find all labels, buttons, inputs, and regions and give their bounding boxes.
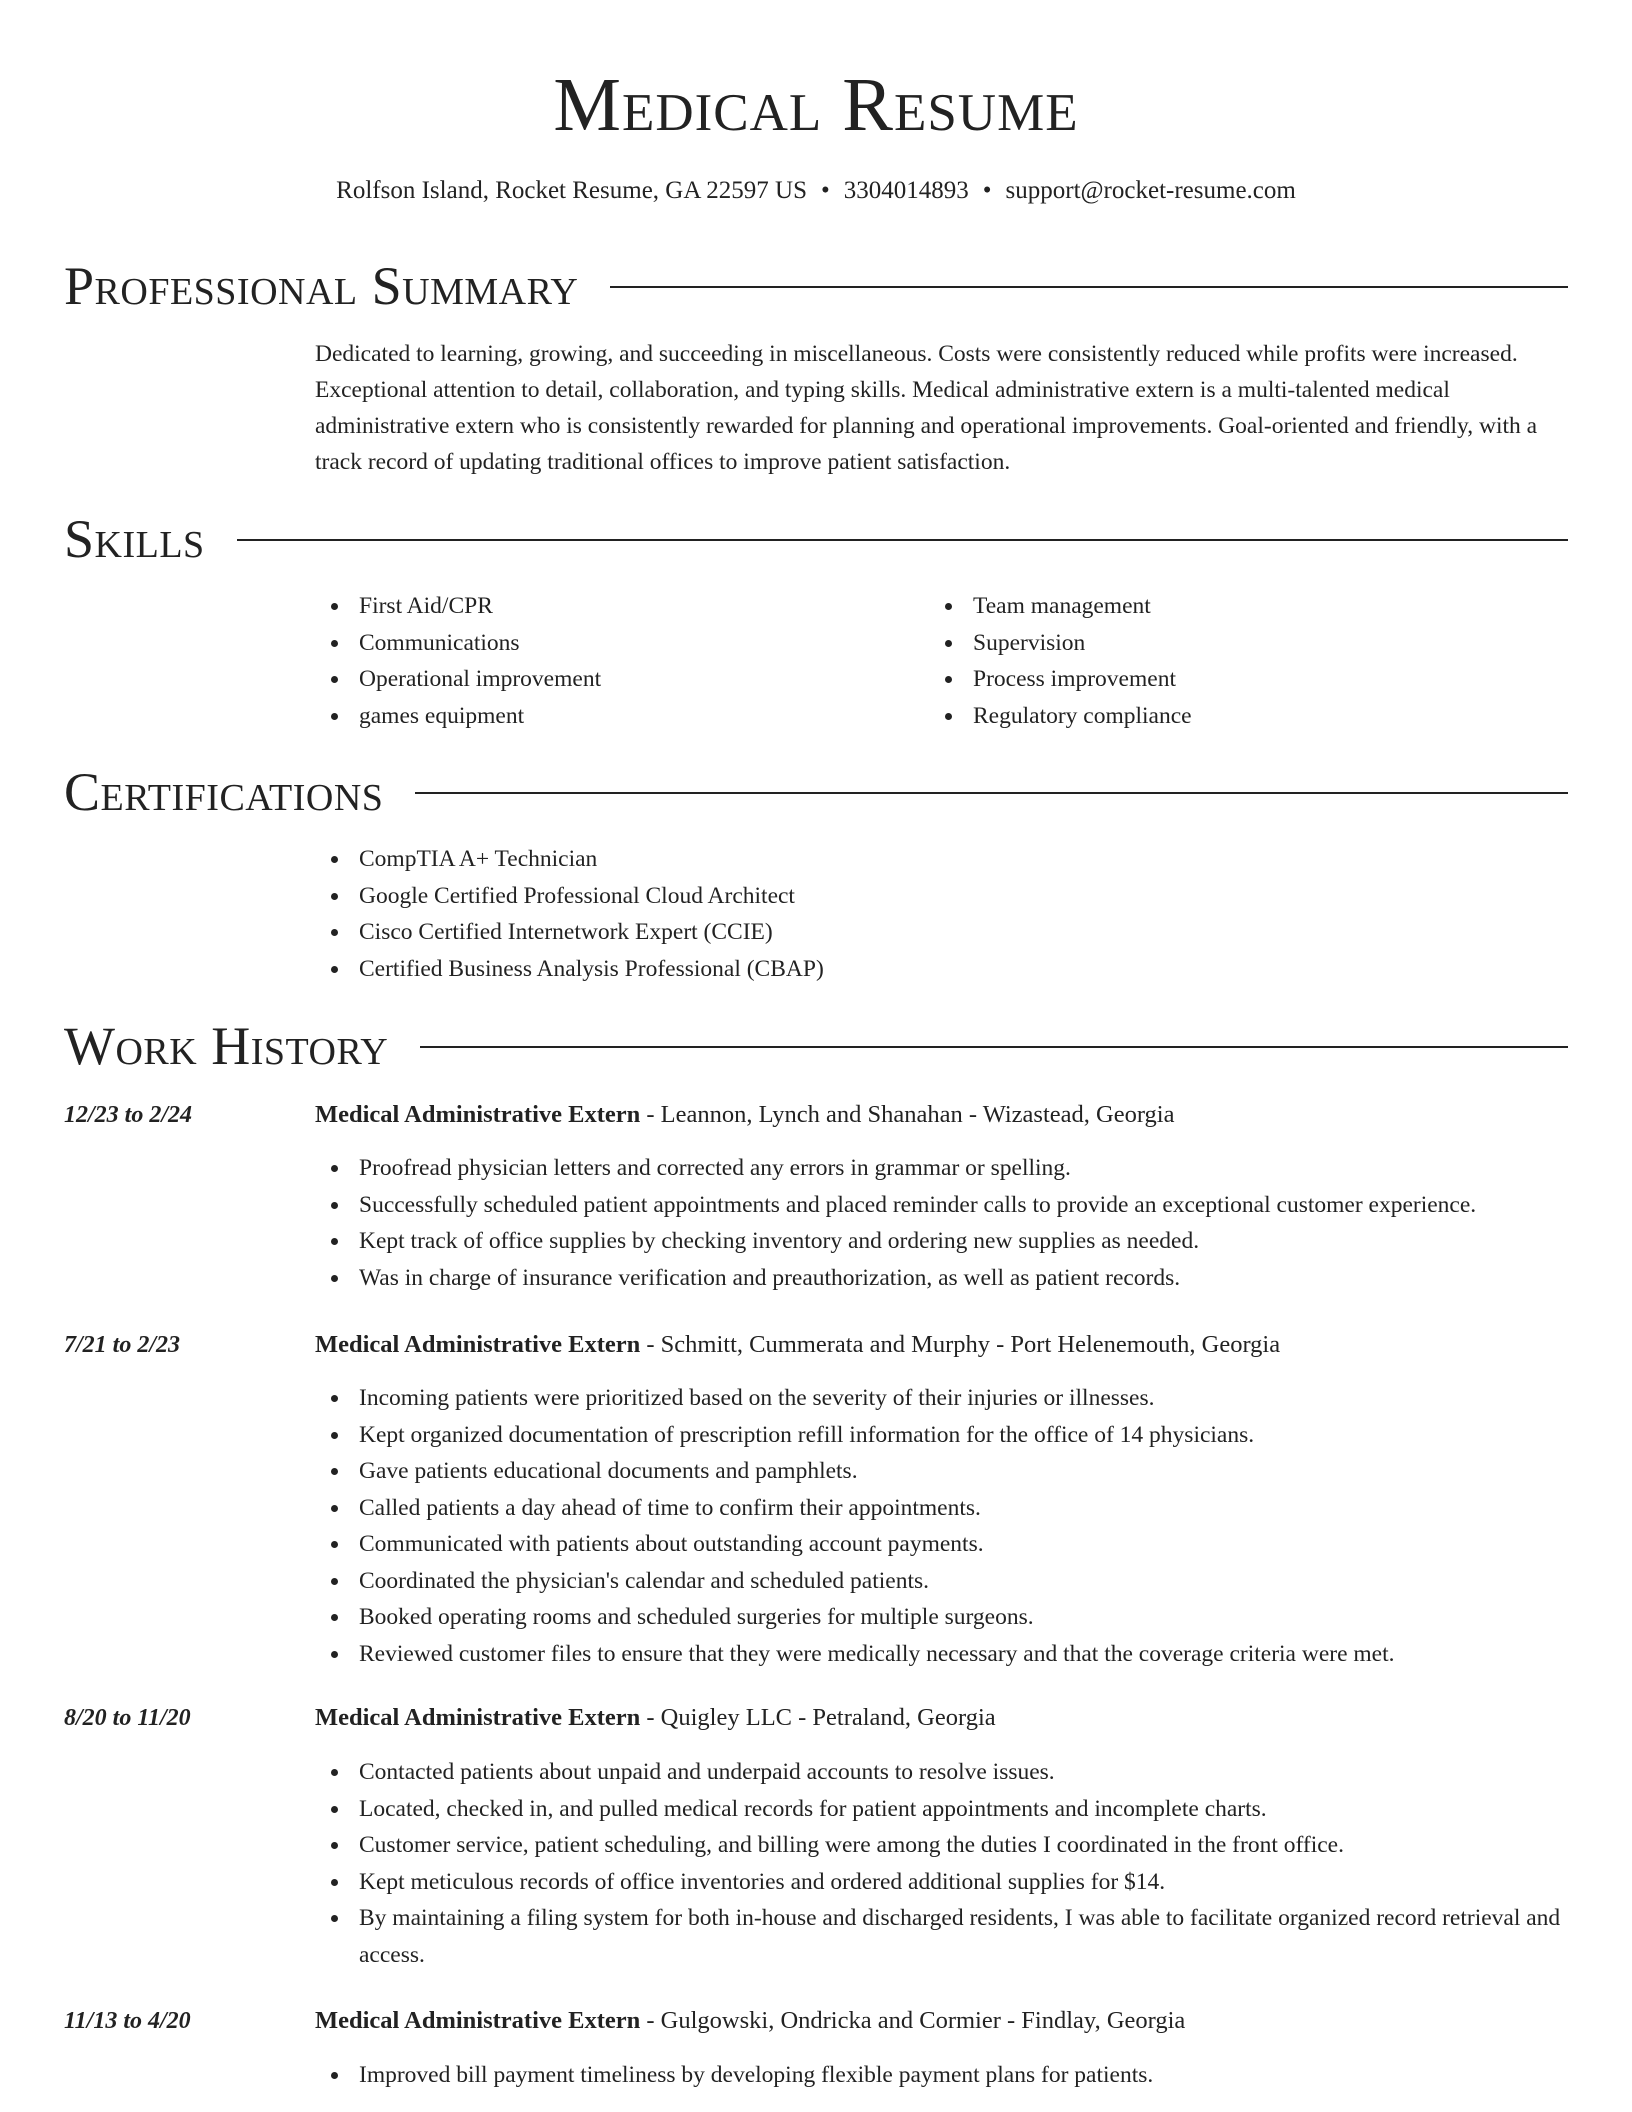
job-bullet: Communicated with patients about outstanding account payments.: [315, 1526, 1570, 1563]
certification-item: Cisco Certified Internetwork Expert (CCIE): [315, 914, 1570, 951]
job-bullet: Proofread physician letters and corrected any errors in grammar or spelling.: [315, 1150, 1570, 1187]
skill-item: Operational improvement: [315, 661, 915, 698]
certification-item: Certified Business Analysis Professional (CBAP): [315, 951, 1570, 988]
job-bullet: Gave patients educational documents and pamphlets.: [315, 1453, 1570, 1490]
job-dates: 11/13 to 4/20: [64, 2008, 191, 2034]
job-bullet: Was in charge of insurance verification and preauthorization, as well as patient records.: [315, 1260, 1570, 1297]
job-bullet: Kept organized documentation of prescription refill information for the office of 14 physicians.: [315, 1417, 1570, 1454]
skill-item: Process improvement: [929, 661, 1529, 698]
section-divider: [420, 1046, 1568, 1048]
skill-item: Supervision: [929, 625, 1529, 662]
contact-address: Rolfson Island, Rocket Resume, GA 22597 US: [336, 177, 807, 204]
job-dates: 7/21 to 2/23: [64, 1332, 181, 1358]
skills-section-header: [64, 504, 1568, 574]
job-bullet: Coordinated the physician's calendar and scheduled patients.: [315, 1563, 1570, 1600]
job-role: Medical Administrative Extern: [315, 1101, 641, 1128]
contact-separator: •: [982, 177, 992, 204]
job-title-line: [315, 1097, 1570, 1133]
certifications-section-header: [64, 757, 1568, 827]
section-divider: [415, 792, 1568, 794]
job-role: Medical Administrative Extern: [315, 1704, 641, 1731]
section-divider: [610, 286, 1568, 288]
job-bullet: Contacted patients about unpaid and underpaid accounts to resolve issues.: [315, 1754, 1570, 1791]
job-bullet-list: [315, 2057, 1570, 2094]
certification-item: CompTIA A+ Technician: [315, 841, 1570, 878]
job-bullet-list: [315, 1754, 1570, 1973]
certifications-list: [315, 841, 1570, 987]
section-divider: [237, 539, 1568, 541]
summary-text: Dedicated to learning, growing, and succeeding in miscellaneous. Costs were consistently reduced while profits were increased. Exceptional attention to detail, collaboration, and typing skills. Medical administrative extern is a multi-talented medical administrative extern who is consistently rewarded for planning and operational improvements. Goal-oriented and friendly, with a track record of updating traditional offices to improve patient satisfaction.: [315, 341, 1538, 475]
work-history-section-header: [64, 1011, 1568, 1081]
certification-item: Google Certified Professional Cloud Architect: [315, 878, 1570, 915]
skills-list-left: [315, 588, 915, 734]
job-employer: - Gulgowski, Ondricka and Cormier - Findlay, Georgia: [640, 2007, 1186, 2034]
job-dates: 12/23 to 2/24: [64, 1102, 193, 1128]
job-bullet: Incoming patients were prioritized based on the severity of their injuries or illnesses.: [315, 1380, 1570, 1417]
job-bullet-list: [315, 1380, 1570, 1672]
job-bullet: Customer service, patient scheduling, and billing were among the duties I coordinated in the front office.: [315, 1827, 1570, 1864]
job-title-line: [315, 2003, 1570, 2039]
job-bullet: Improved bill payment timeliness by developing flexible payment plans for patients.: [315, 2057, 1570, 2094]
skill-item: First Aid/CPR: [315, 588, 915, 625]
job-bullet: Called patients a day ahead of time to confirm their appointments.: [315, 1490, 1570, 1527]
contact-separator: •: [821, 177, 830, 204]
skill-item: Team management: [929, 588, 1529, 625]
skills-list-right: [929, 588, 1529, 734]
work-history-heading: Work History: [64, 1016, 389, 1076]
job-title-line: [315, 1700, 1570, 1736]
job-bullet: Reviewed customer files to ensure that they were medically necessary and that the coverage criteria were met.: [315, 1636, 1570, 1673]
job-role: Medical Administrative Extern: [315, 2007, 641, 2034]
summary-heading: Professional Summary: [64, 256, 579, 316]
job-bullet: Kept track of office supplies by checking inventory and ordering new supplies as needed.: [315, 1223, 1570, 1260]
resume-name: Medical Resume: [553, 63, 1079, 147]
job-title-line: [315, 1327, 1570, 1363]
job-bullet: Kept meticulous records of office inventories and ordered additional supplies for $14.: [315, 1864, 1570, 1901]
skills-heading: Skills: [64, 509, 205, 569]
job-role: Medical Administrative Extern: [315, 1331, 641, 1358]
contact-line: [0, 174, 1632, 208]
job-bullet: Successfully scheduled patient appointments and placed reminder calls to provide an exceptional customer experience.: [315, 1187, 1570, 1224]
contact-phone: 3304014893: [843, 177, 969, 204]
skill-item: Regulatory compliance: [929, 698, 1529, 735]
job-bullet-list: [315, 1150, 1570, 1296]
contact-email: support@rocket-resume.com: [1005, 177, 1296, 204]
job-dates: 8/20 to 11/20: [64, 1705, 191, 1731]
job-employer: - Schmitt, Cummerata and Murphy - Port Helenemouth, Georgia: [640, 1331, 1281, 1358]
job-bullet: Booked operating rooms and scheduled surgeries for multiple surgeons.: [315, 1599, 1570, 1636]
summary-section-header: [64, 251, 1568, 321]
job-employer: - Leannon, Lynch and Shanahan - Wizastead, Georgia: [640, 1101, 1175, 1128]
job-employer: - Quigley LLC - Petraland, Georgia: [640, 1704, 996, 1731]
certifications-heading: Certifications: [64, 762, 384, 822]
skill-item: games equipment: [315, 698, 915, 735]
job-bullet: Located, checked in, and pulled medical records for patient appointments and incomplete charts.: [315, 1791, 1570, 1828]
skill-item: Communications: [315, 625, 915, 662]
job-bullet: By maintaining a filing system for both in-house and discharged residents, I was able to facilitate organized record retrieval and access.: [315, 1900, 1570, 1973]
